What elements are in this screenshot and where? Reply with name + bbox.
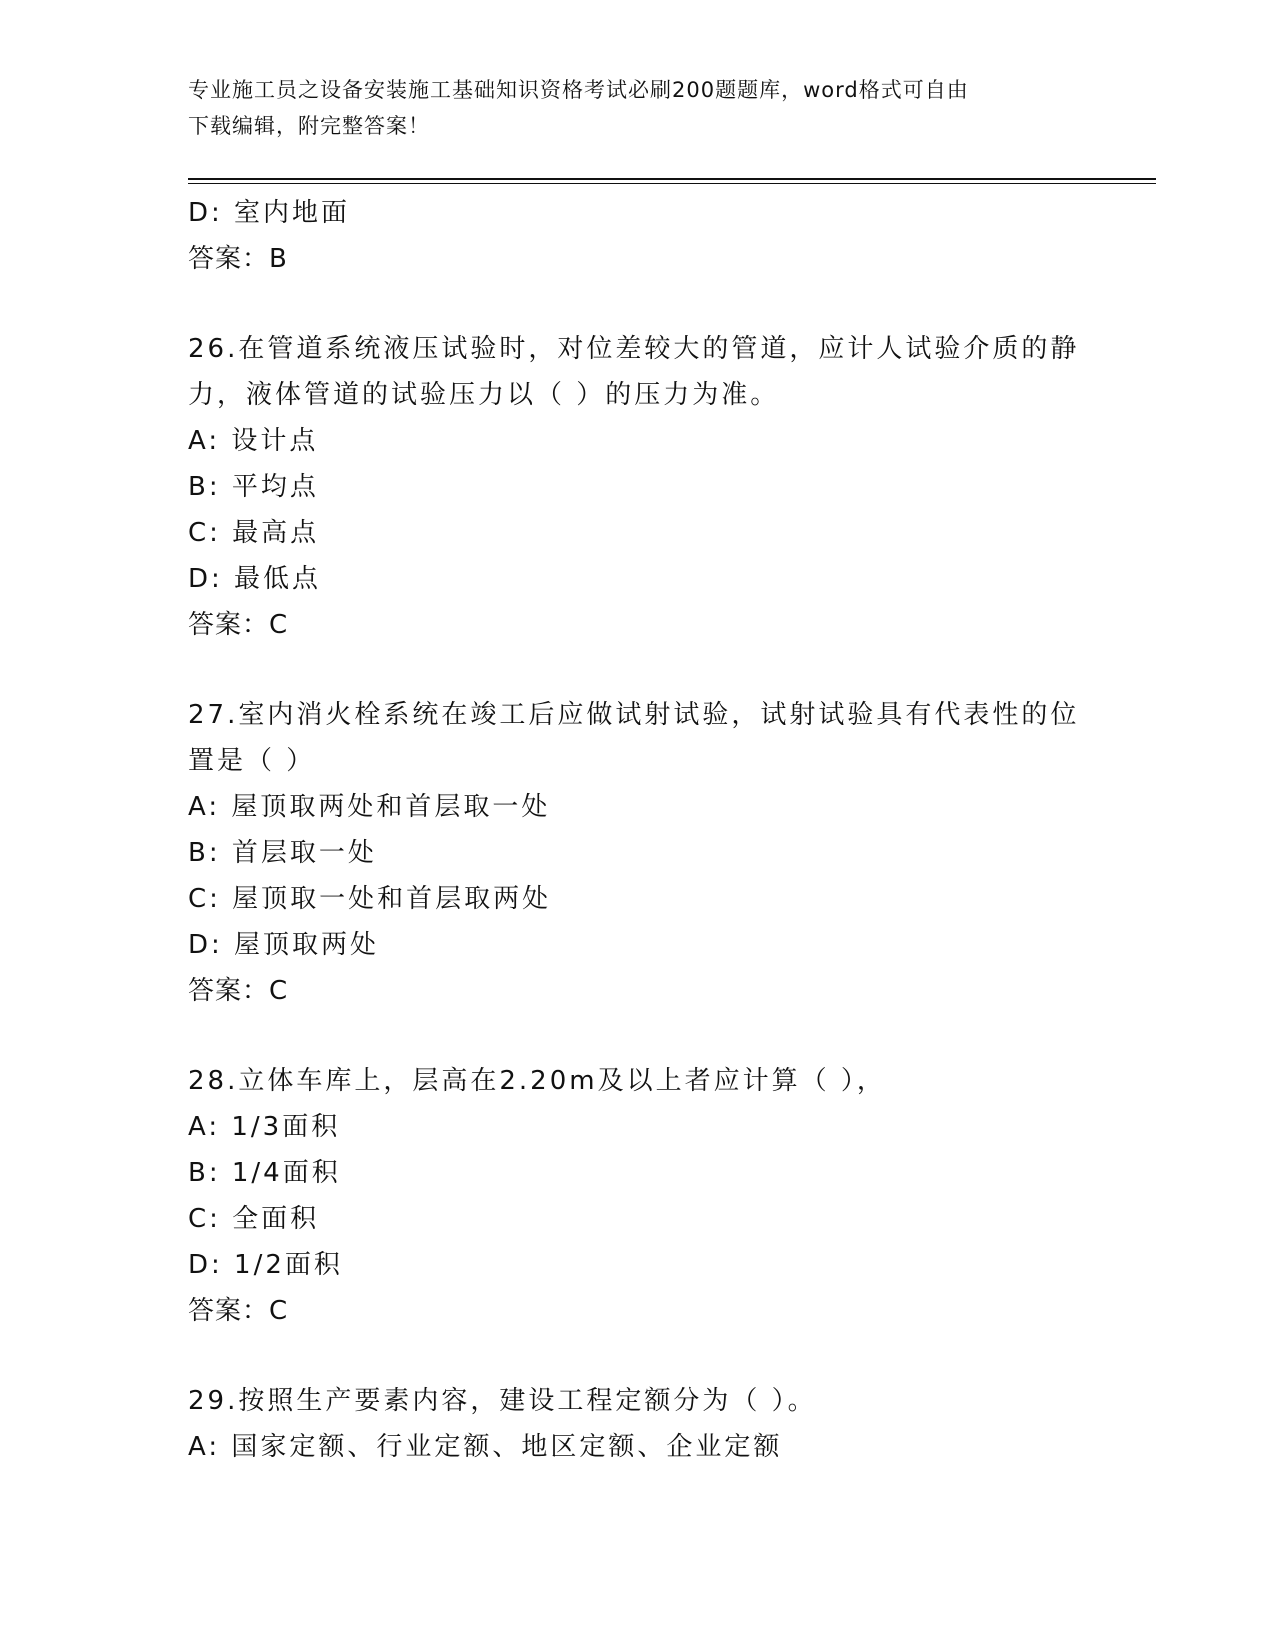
option-c: C: 全面积 [188, 1204, 320, 1234]
question-stem: 置是（ ） [188, 746, 316, 776]
option-d: D: 最低点 [188, 564, 322, 594]
question-stem: 28.立体车库上，层高在2.20m及以上者应计算（ ）， [188, 1066, 886, 1096]
question-stem: 27.室内消火栓系统在竣工后应做试射试验，试射试验具有代表性的位 [188, 700, 1080, 730]
option-b: B: 平均点 [188, 472, 319, 502]
question-stem: 力，液体管道的试验压力以（ ）的压力为准。 [188, 380, 780, 410]
option-a: A: 屋顶取两处和首层取一处 [188, 792, 551, 822]
question-stem: 29.按照生产要素内容，建设工程定额分为（ ）。 [188, 1386, 817, 1416]
option-b: B: 首层取一处 [188, 838, 377, 868]
answer-line: 答案：C [188, 1296, 289, 1326]
option-b: B: 1/4面积 [188, 1158, 341, 1188]
answer-line: 答案：B [188, 244, 288, 274]
question-list [188, 190, 1088, 1470]
question-29 [188, 1378, 1088, 1470]
question-26 [188, 326, 1088, 648]
option-c: C: 最高点 [188, 518, 320, 548]
header-divider-thick [188, 178, 1156, 180]
previous-question-tail [188, 190, 1088, 282]
header-line-2: 下载编辑，附完整答案！ [188, 114, 430, 138]
question-stem: 26.在管道系统液压试验时，对位差较大的管道，应计人试验介质的静 [188, 334, 1080, 364]
answer-line: 答案：C [188, 610, 289, 640]
document-header [188, 72, 1088, 144]
option-c: C: 屋顶取一处和首层取两处 [188, 884, 552, 914]
option-d: D: 屋顶取两处 [188, 930, 380, 960]
option-a: A: 设计点 [188, 426, 319, 456]
option-a: A: 1/3面积 [188, 1112, 341, 1142]
question-28 [188, 1058, 1088, 1334]
answer-line: 答案：C [188, 976, 289, 1006]
header-divider-thin [188, 183, 1156, 184]
option-d: D: 1/2面积 [188, 1250, 343, 1280]
option-d: D: 室内地面 [188, 198, 351, 228]
header-line-1: 专业施工员之设备安装施工基础知识资格考试必刷200题题库，word格式可自由 [188, 78, 969, 102]
option-a: A: 国家定额、行业定额、地区定额、企业定额 [188, 1432, 783, 1462]
question-27 [188, 692, 1088, 1014]
